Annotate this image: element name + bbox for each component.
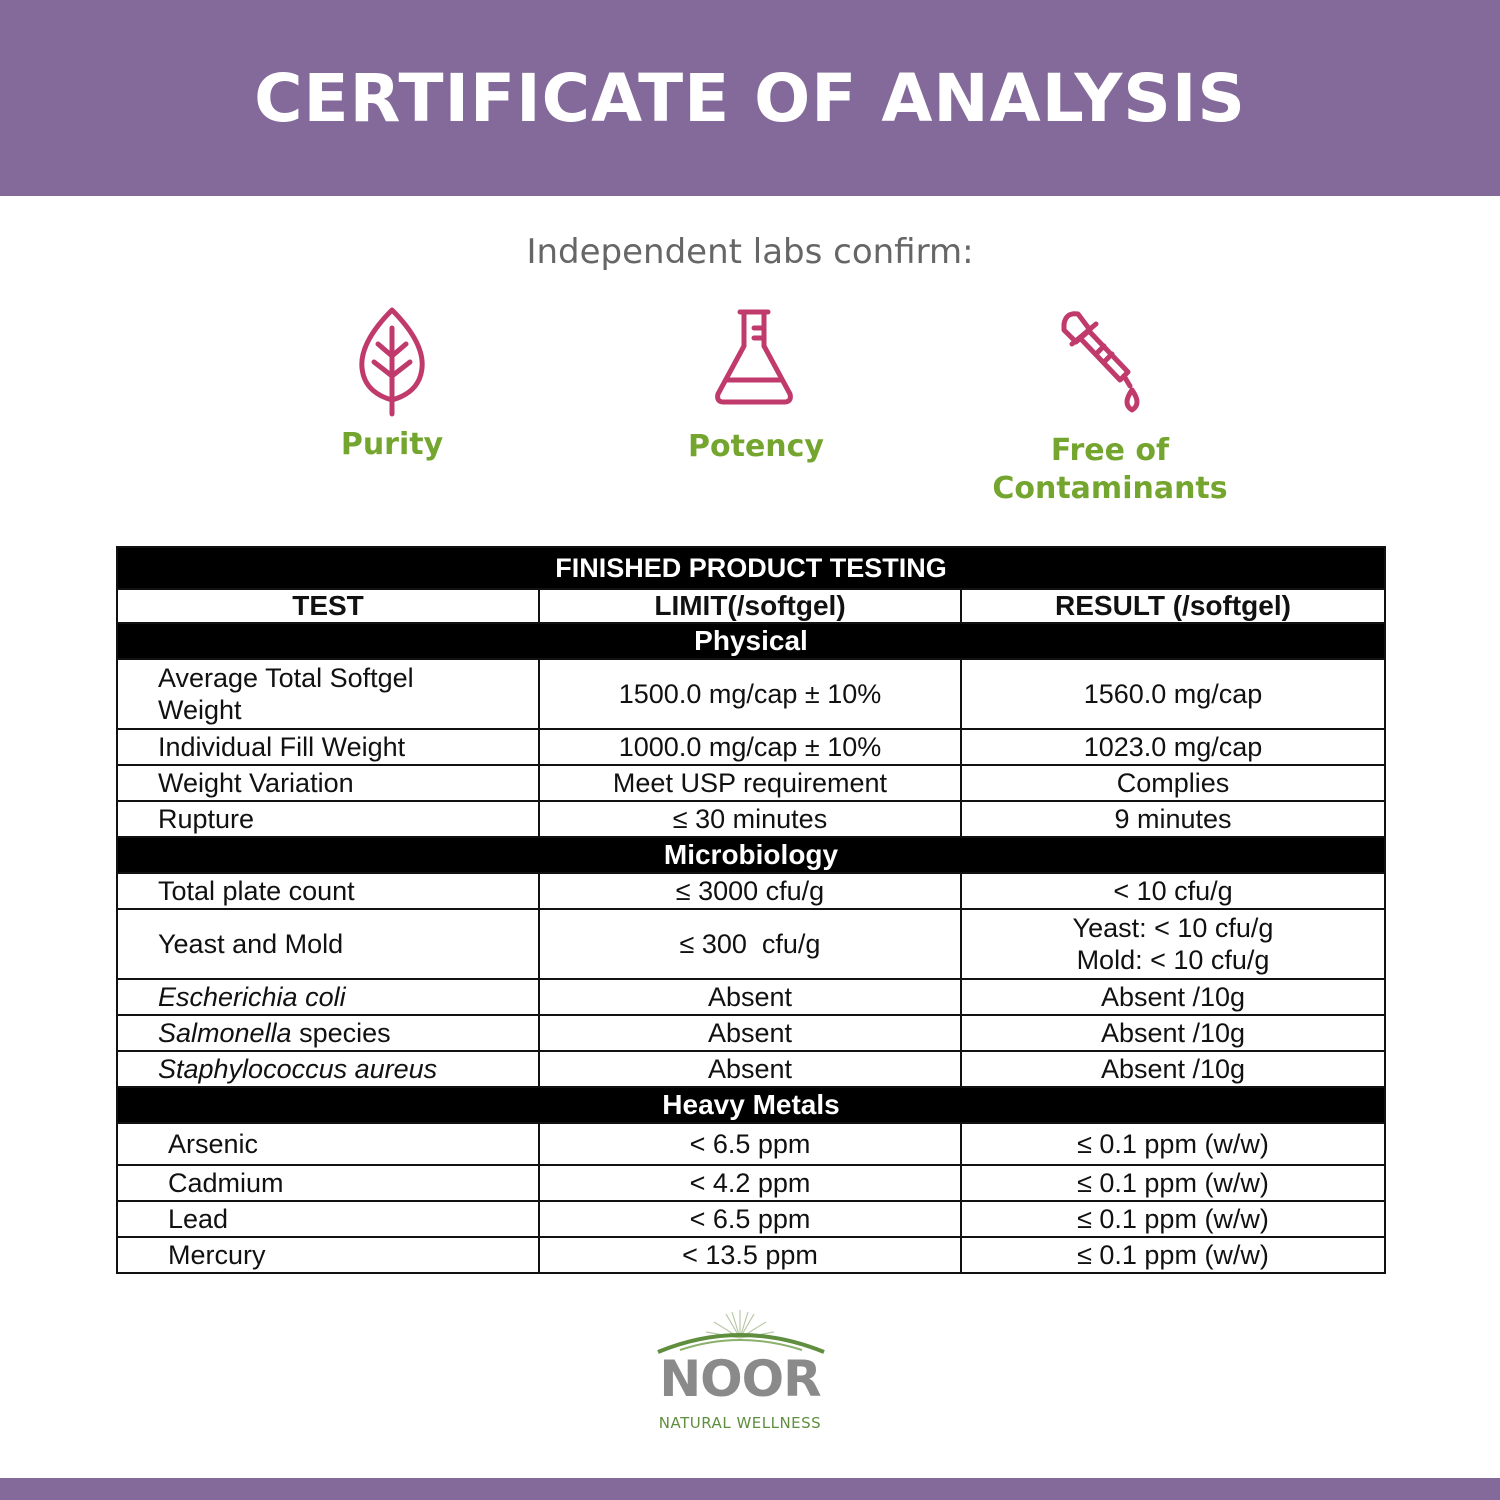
limit-value: Meet USP requirement (539, 765, 961, 801)
table-row (117, 729, 1385, 765)
limit-value: < 6.5 ppm (539, 1201, 961, 1237)
test-name-line1: Average Total Softgel (158, 663, 414, 693)
page-title: CERTIFICATE OF ANALYSIS (254, 59, 1246, 137)
header-banner (0, 0, 1500, 196)
limit-value: ≤ 3000 cfu/g (539, 873, 961, 909)
brand-logo (640, 1308, 840, 1448)
table-row (117, 979, 1385, 1015)
test-name: Escherichia coli (117, 979, 539, 1015)
feature-label-purity: Purity (340, 427, 444, 462)
dropper-icon (1056, 308, 1146, 416)
limit-value: Absent (539, 979, 961, 1015)
flask-icon (708, 306, 800, 408)
test-name-italic: Salmonella (158, 1018, 292, 1048)
section-title: Physical (117, 623, 1385, 659)
test-name: Total plate count (117, 873, 539, 909)
subtitle: Independent labs confirm: (526, 232, 974, 272)
result-value: 9 minutes (961, 801, 1385, 837)
test-name-rest: species (291, 1018, 391, 1048)
result-value: Complies (961, 765, 1385, 801)
test-name (117, 659, 539, 729)
leaf-icon (352, 304, 432, 420)
result-value: < 10 cfu/g (961, 873, 1385, 909)
feature-label-contaminants (980, 432, 1240, 508)
test-name: Mercury (117, 1237, 539, 1273)
section-header-microbiology (117, 837, 1385, 873)
result-value: ≤ 0.1 ppm (w/w) (961, 1201, 1385, 1237)
table-row (117, 1237, 1385, 1273)
result-value: ≤ 0.1 ppm (w/w) (961, 1123, 1385, 1165)
result-value: 1023.0 mg/cap (961, 729, 1385, 765)
result-value: 1560.0 mg/cap (961, 659, 1385, 729)
table-row (117, 1015, 1385, 1051)
table-title-row (117, 547, 1385, 589)
result-value: ≤ 0.1 ppm (w/w) (961, 1237, 1385, 1273)
section-header-physical (117, 623, 1385, 659)
table-row (117, 1051, 1385, 1087)
result-value (961, 909, 1385, 979)
feature-label-line1: Free of (1050, 433, 1170, 468)
table-row (117, 909, 1385, 979)
feature-label-potency: Potency (688, 429, 824, 464)
test-name: Yeast and Mold (117, 909, 539, 979)
test-name: Cadmium (117, 1165, 539, 1201)
result-value: ≤ 0.1 ppm (w/w) (961, 1165, 1385, 1201)
table-row (117, 765, 1385, 801)
column-header-test: TEST (117, 589, 539, 623)
section-title: Microbiology (117, 837, 1385, 873)
test-name: Staphylococcus aureus (117, 1051, 539, 1087)
table-row (117, 1201, 1385, 1237)
table-header-row (117, 589, 1385, 623)
limit-value: 1000.0 mg/cap ± 10% (539, 729, 961, 765)
table-row (117, 659, 1385, 729)
test-name (117, 1015, 539, 1051)
result-value: Absent /10g (961, 1051, 1385, 1087)
analysis-table (116, 546, 1386, 1274)
test-name: Rupture (117, 801, 539, 837)
limit-value: < 4.2 ppm (539, 1165, 961, 1201)
result-value: Absent /10g (961, 979, 1385, 1015)
table-row (117, 1123, 1385, 1165)
table-row (117, 873, 1385, 909)
result-line2: Mold: < 10 cfu/g (1076, 945, 1270, 975)
test-name-line2: Weight (158, 695, 242, 725)
column-header-limit: LIMIT(/softgel) (539, 589, 961, 623)
table-row (117, 801, 1385, 837)
table-title: FINISHED PRODUCT TESTING (117, 547, 1385, 589)
feature-label-line2: Contaminants (992, 471, 1228, 506)
logo-tagline: NATURAL WELLNESS (658, 1414, 822, 1432)
section-title: Heavy Metals (117, 1087, 1385, 1123)
test-name: Individual Fill Weight (117, 729, 539, 765)
limit-value: 1500.0 mg/cap ± 10% (539, 659, 961, 729)
test-name: Lead (117, 1201, 539, 1237)
test-name: Weight Variation (117, 765, 539, 801)
limit-value: < 13.5 ppm (539, 1237, 961, 1273)
table-row (117, 1165, 1385, 1201)
test-name: Arsenic (117, 1123, 539, 1165)
section-header-heavy-metals (117, 1087, 1385, 1123)
footer-bar (0, 1478, 1500, 1500)
column-header-result: RESULT (/softgel) (961, 589, 1385, 623)
result-line1: Yeast: < 10 cfu/g (1072, 913, 1274, 943)
limit-value: ≤ 300 cfu/g (539, 909, 961, 979)
logo-wordmark: NOOR (659, 1350, 821, 1408)
limit-value: ≤ 30 minutes (539, 801, 961, 837)
result-value: Absent /10g (961, 1015, 1385, 1051)
limit-value: Absent (539, 1051, 961, 1087)
limit-value: < 6.5 ppm (539, 1123, 961, 1165)
limit-value: Absent (539, 1015, 961, 1051)
